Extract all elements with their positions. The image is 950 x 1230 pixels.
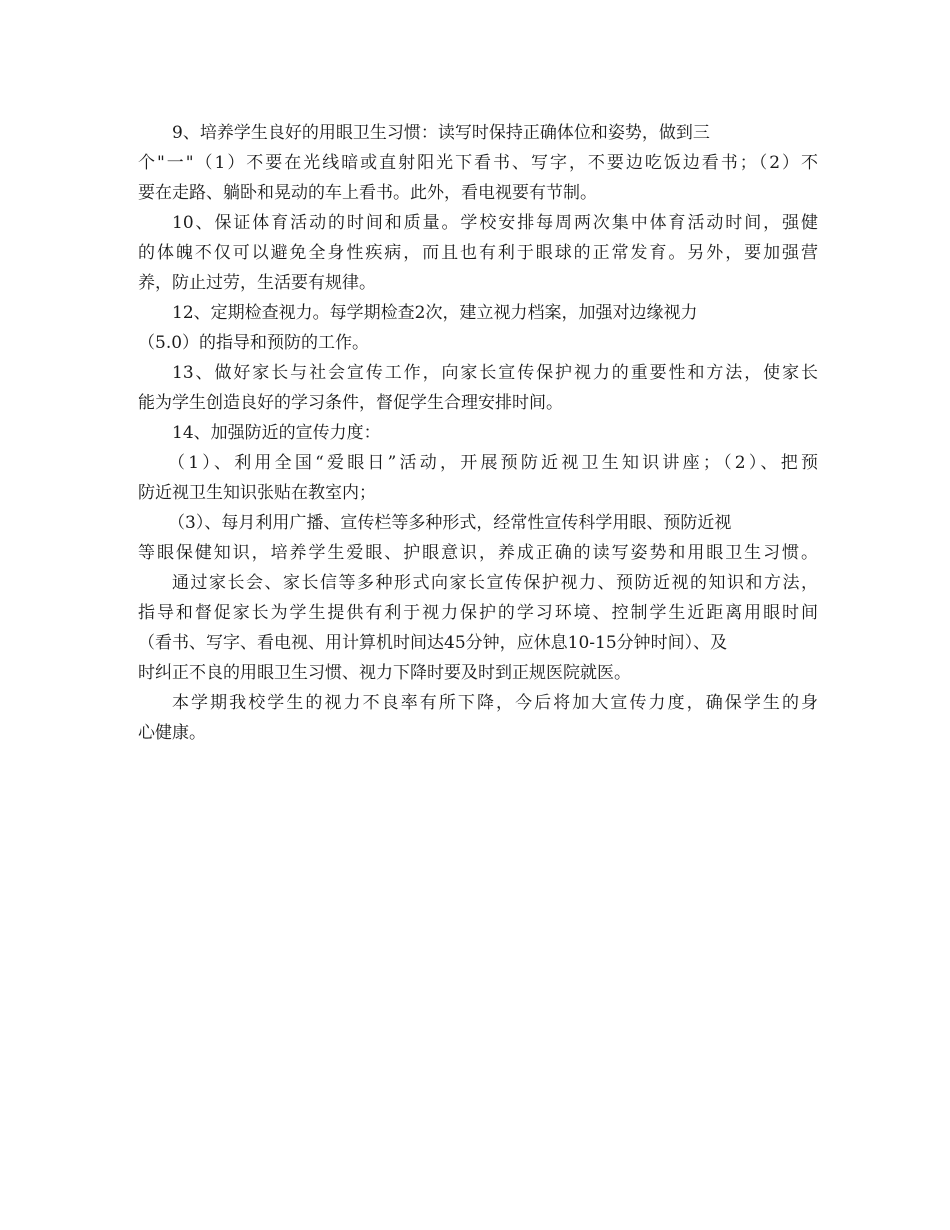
paragraph-line: 等眼保健知识，培养学生爱眼、护眼意识，养成正确的读写姿势和用眼卫生习惯。 [138, 543, 818, 563]
paragraph-line: 14、加强防近的宣传力度： [172, 423, 381, 443]
paragraph-line: 的体魄不仅可以避免全身性疾病，而且也有利于眼球的正常发育。另外，要加强营 [138, 243, 818, 263]
paragraph-line: 通过家长会、家长信等多种形式向家长宣传保护视力、预防近视的知识和方法， [172, 573, 818, 593]
paragraph-line: 要在走路、躺卧和晃动的车上看书。此外，看电视要有节制。 [138, 183, 597, 203]
paragraph-line: 能为学生创造良好的学习条件，督促学生合理安排时间。 [138, 393, 563, 413]
paragraph-line: 指导和督促家长为学生提供有利于视力保护的学习环境、控制学生近距离用眼时间 [138, 603, 818, 623]
paragraph-line: （5.0）的指导和预防的工作。 [138, 333, 370, 353]
paragraph-line: 防近视卫生知识张贴在教室内； [138, 483, 376, 503]
paragraph-line: 个"一"（1）不要在光线暗或直射阳光下看书、写字，不要边吃饭边看书；（2）不 [138, 153, 818, 173]
paragraph-line: 9、培养学生良好的用眼卫生习惯：读写时保持正确体位和姿势，做到三 [172, 123, 710, 143]
paragraph-line: 时纠正不良的用眼卫生习惯、视力下降时要及时到正规医院就医。 [138, 663, 631, 683]
paragraph-line: 13、做好家长与社会宣传工作，向家长宣传保护视力的重要性和方法，使家长 [172, 363, 818, 383]
paragraph-line: 本学期我校学生的视力不良率有所下降，今后将加大宣传力度，确保学生的身 [172, 693, 818, 713]
paragraph-line: （3）、每月利用广播、宣传栏等多种形式，经常性宣传科学用眼、预防近视 [168, 513, 732, 533]
paragraph-line: （看书、写字、看电视、用计算机时间达45分钟，应休息10-15分钟时间）、及 [138, 633, 728, 653]
paragraph-line: （1）、利用全国“爱眼日”活动，开展预防近视卫生知识讲座；（2）、把预 [168, 453, 818, 473]
paragraph-line: 12、定期检查视力。每学期检查2次，建立视力档案，加强对边缘视力 [172, 303, 698, 323]
paragraph-line: 心健康。 [138, 723, 206, 743]
paragraph-line: 10、保证体育活动的时间和质量。学校安排每周两次集中体育活动时间，强健 [172, 213, 818, 233]
paragraph-line: 养，防止过劳，生活要有规律。 [138, 273, 376, 293]
document-body [138, 118, 818, 748]
